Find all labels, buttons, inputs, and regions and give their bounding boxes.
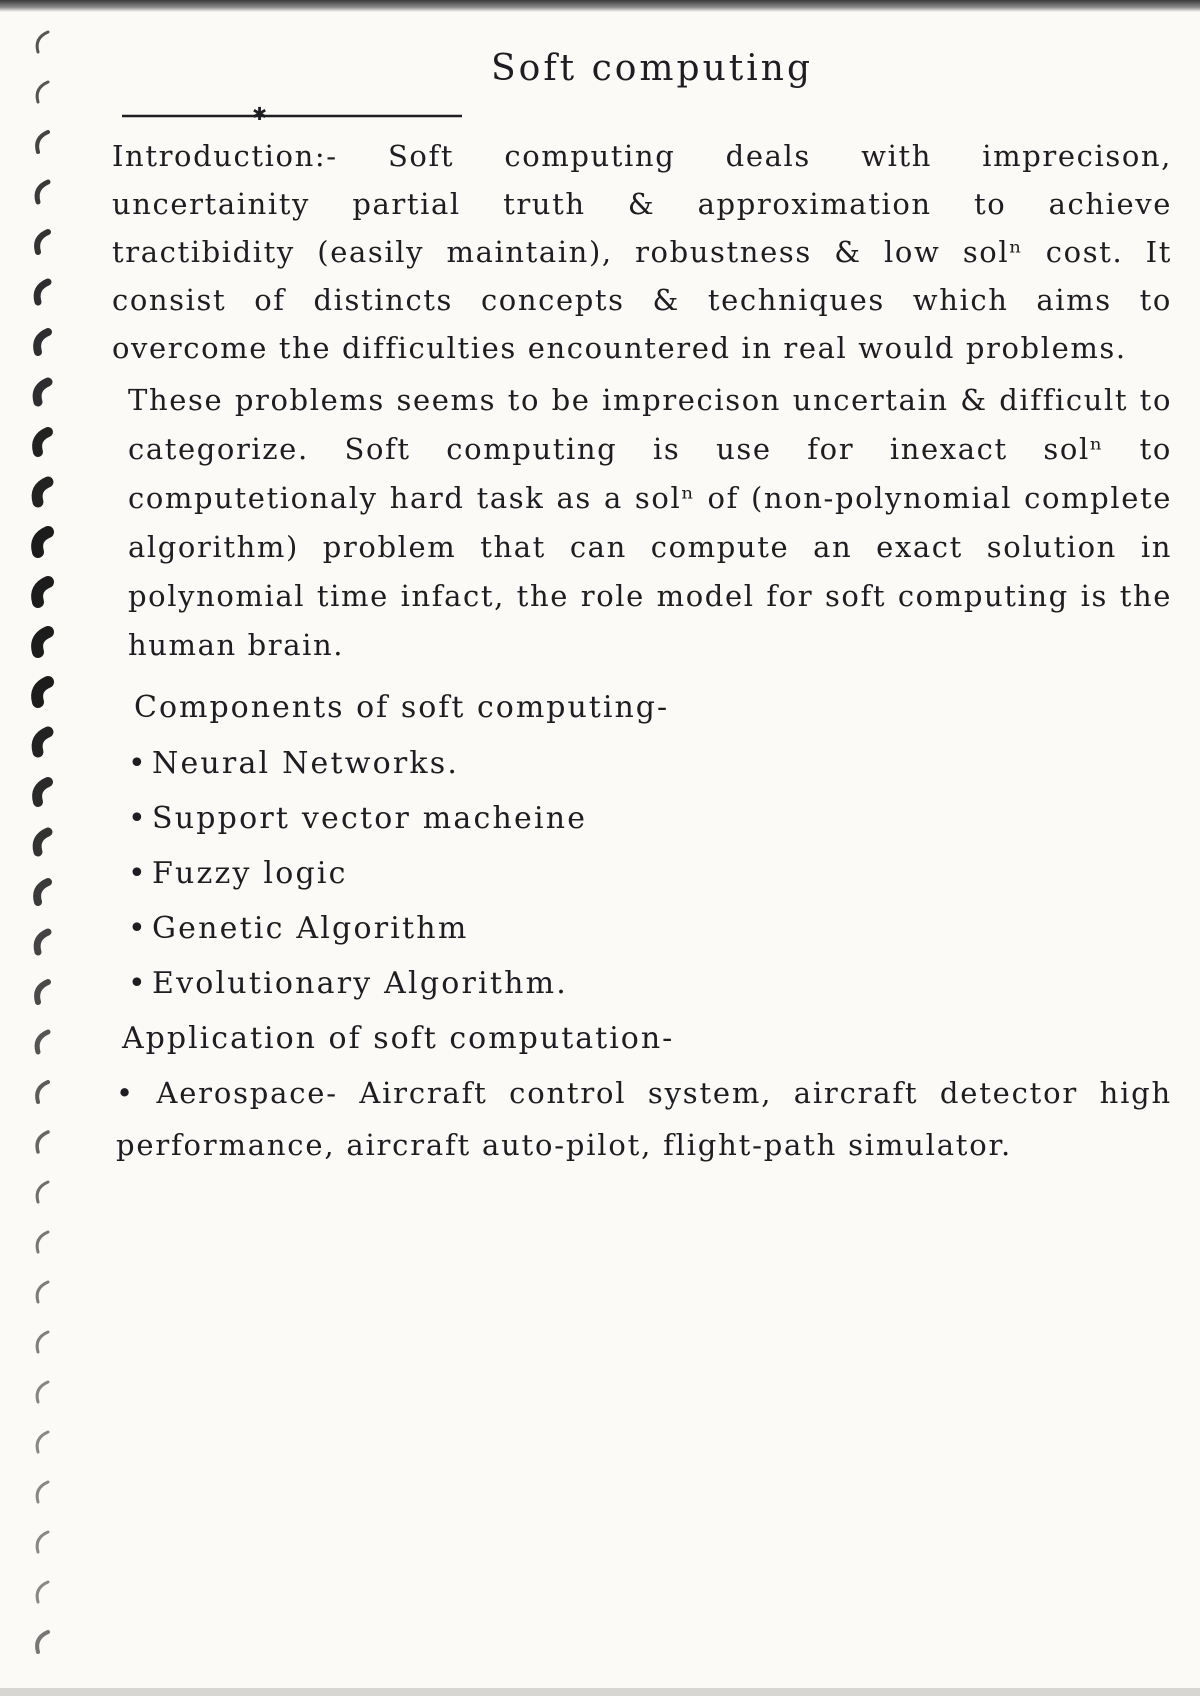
application-text: Aerospace- Aircraft control system, aircraft detector high performance, aircraft auto-pilot, flight-path simulator.	[116, 1076, 1172, 1162]
binding-hole	[37, 632, 48, 652]
binding-hole	[37, 332, 48, 352]
binding-hole	[37, 582, 48, 602]
binding-hole	[37, 1132, 48, 1152]
binding-hole	[37, 1632, 48, 1652]
introduction-text: Soft computing deals with imprecison, uncertainity partial truth & approximation to achieve tractibidity (easily maintain), robustness & low solⁿ cost. It consist of distincts concepts & techniques which aims to overcome the difficulties encountered in real would problems.	[112, 139, 1172, 365]
list-item: • Neural Networks.	[122, 736, 1172, 791]
list-item: • Genetic Algorithm	[122, 901, 1172, 956]
binding-hole	[37, 382, 48, 402]
application-item	[112, 1067, 1172, 1171]
bullet-icon: •	[128, 911, 148, 946]
bullet-icon: •	[128, 746, 148, 781]
components-heading: Components of soft computing-	[134, 690, 670, 725]
binding-hole	[37, 932, 48, 952]
handwritten-notes	[112, 40, 1172, 1171]
binding-hole	[37, 1282, 48, 1302]
binding-hole	[37, 682, 48, 702]
page-top-edge	[0, 0, 1200, 12]
bullet-icon: •	[128, 966, 148, 1001]
binding-hole	[37, 432, 48, 452]
components-list	[112, 736, 1172, 1011]
binding-hole	[37, 132, 48, 152]
application-heading: Application of soft computation-	[122, 1021, 675, 1056]
binding-hole	[37, 732, 48, 752]
binding-hole	[37, 282, 48, 302]
bullet-icon: •	[128, 801, 148, 836]
binding-hole	[37, 1232, 48, 1252]
introduction-label: Introduction:-	[112, 139, 338, 173]
page-bottom-edge	[0, 1688, 1200, 1696]
binding-hole	[37, 1032, 48, 1052]
binding-hole	[37, 232, 48, 252]
binding-hole	[37, 482, 48, 502]
introduction-paragraph	[112, 132, 1172, 372]
spiral-binding	[18, 20, 68, 1670]
binding-hole	[37, 32, 48, 52]
binding-hole	[37, 1482, 48, 1502]
binding-hole	[37, 1182, 48, 1202]
binding-hole	[37, 882, 48, 902]
bullet-icon: •	[128, 856, 148, 891]
svg-text:✱: ✱	[252, 104, 268, 125]
binding-hole	[37, 1382, 48, 1402]
list-item: • Fuzzy logic	[122, 846, 1172, 901]
binding-hole	[37, 1332, 48, 1352]
bullet-icon: •	[116, 1076, 135, 1110]
binding-hole	[37, 1432, 48, 1452]
binding-hole	[37, 832, 48, 852]
binding-hole	[37, 1082, 48, 1102]
binding-hole	[37, 982, 48, 1002]
title-underline	[112, 98, 472, 126]
binding-hole	[37, 182, 48, 202]
binding-hole	[37, 532, 48, 552]
list-item: • Support vector macheine	[122, 791, 1172, 846]
binding-hole	[37, 1582, 48, 1602]
list-item: • Evolutionary Algorithm.	[122, 956, 1172, 1011]
binding-hole	[37, 82, 48, 102]
page-title: Soft computing	[491, 48, 813, 89]
binding-hole	[37, 1532, 48, 1552]
binding-hole	[37, 782, 48, 802]
problems-paragraph: These problems seems to be imprecison uncertain & difficult to categorize. Soft computing is use for inexact solⁿ to computetionaly hard task as a solⁿ of (non-polynomial complete algorithm) problem that can compute an exact solution in polynomial time infact, the role model for soft computing is the human brain.	[128, 383, 1172, 662]
